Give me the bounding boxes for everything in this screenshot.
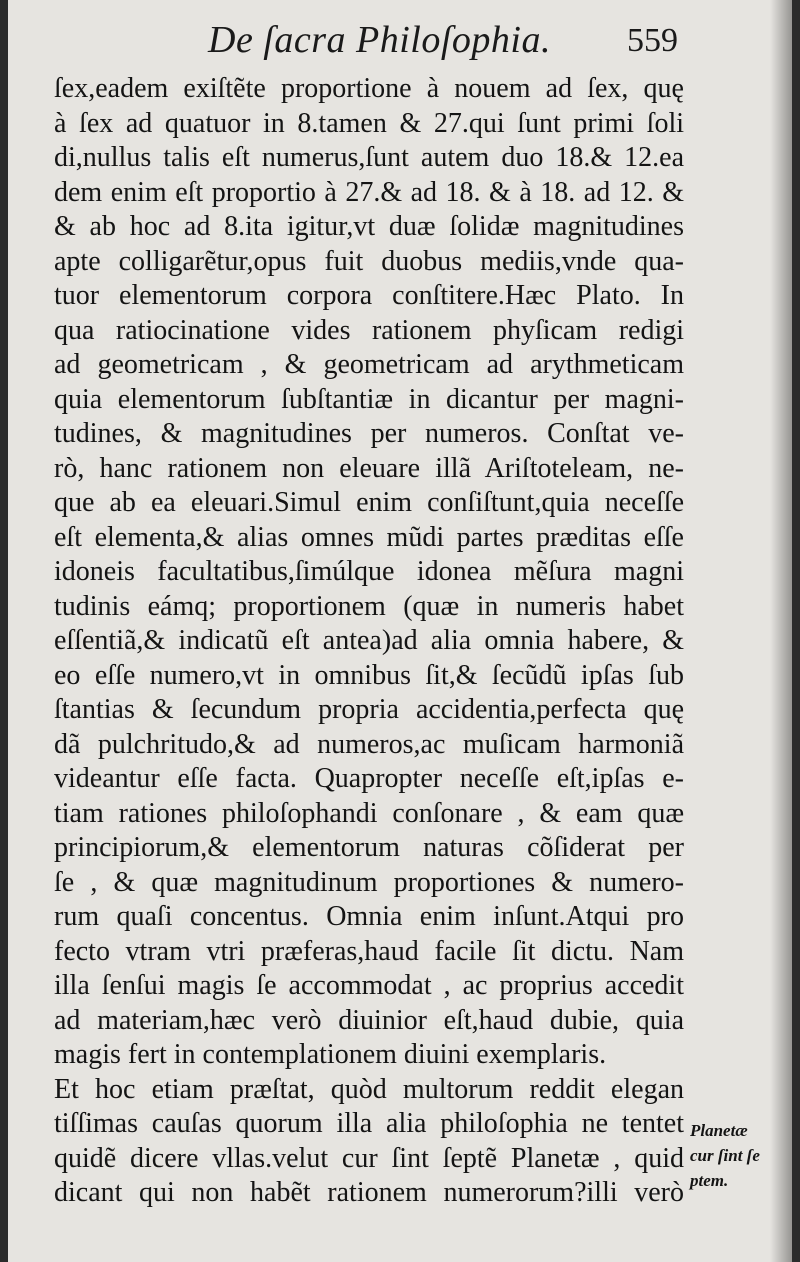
text-line: à ſex ad quatuor in 8.tamen & 27.qui ſunt primi ſoli [54, 107, 684, 139]
margin-note [690, 1118, 782, 1193]
text-line: & ab hoc ad 8.ita igitur,vt duæ ſolidæ magnitudines [54, 211, 684, 242]
text-line: eſt elementa,& alias omnes mũdi partes præditas eſſe [54, 521, 684, 553]
text-line: eo eſſe numero,vt in omnibus ſit,& ſecũdũ ipſas ſub [54, 659, 684, 691]
page-number: 559 [627, 22, 678, 59]
text-line: que ab ea eleuari.Simul enim conſiſtunt,quia neceſſe [54, 487, 684, 518]
margin-note-line: cur ſint ſe [690, 1146, 760, 1165]
text-line: apte colligarẽtur,opus fuit duobus mediis,vnde qua- [54, 245, 684, 277]
text-line: ſex,eadem exiſtẽte proportione à nouem ad ſex, quę [54, 73, 684, 104]
text-line: dem enim eſt proportio à 27.& ad 18. & à 18. ad 12. & [54, 176, 684, 208]
text-line: dicant qui non habẽt rationem numerorum?illi verò [54, 1177, 684, 1208]
text-line: Et hoc etiam præſtat, quòd multorum reddit elegan [54, 1073, 684, 1105]
text-line: tudinis eámq; proportionem (quæ in numeris habet [54, 590, 684, 622]
text-line: fecto vtram vtri præferas,haud facile ſit dictu. Nam [54, 935, 684, 967]
text-line: ad geometricam , & geometricam ad arythmeticam [54, 349, 684, 380]
text-line: ſe , & quæ magnitudinum proportiones & numero- [54, 866, 684, 898]
text-line: tiſſimas cauſas quorum illa alia philoſophia ne tentet [54, 1108, 684, 1139]
text-line: rum quaſi concentus. Omnia enim inſunt.Atqui pro [54, 901, 684, 932]
text-line: magis fert in contemplationem diuini exemplaris. [54, 1039, 607, 1070]
text-line: quia elementorum ſubſtantiæ in dicantur per magni- [54, 383, 684, 415]
text-line: principiorum,& elementorum naturas cõſiderat per [54, 832, 684, 863]
text-line: videantur eſſe facta. Quapropter neceſſe eſt,ipſas e- [54, 763, 684, 794]
running-title: De ſacra Philoſophia. [208, 19, 551, 61]
text-line: quidẽ dicere vllas.velut cur ſint ſeptẽ Planetæ , quid [54, 1142, 684, 1174]
margin-note-line: Planetæ [690, 1121, 748, 1140]
text-line: qua ratiocinatione vides rationem phyſicam redigi [54, 314, 684, 346]
text-line: rò, hanc rationem non eleuare illã Ariſtoteleam, ne- [54, 452, 684, 484]
text-line: eſſentiã,& indicatũ eſt antea)ad alia omnia habere, & [54, 625, 684, 656]
running-head [208, 18, 678, 68]
text-line: tuor elementorum corpora conſtitere.Hæc Plato. In [54, 280, 684, 311]
text-line: tudines, & magnitudines per numeros. Conſtat ve- [54, 418, 684, 449]
text-line: di,nullus talis eſt numerus,ſunt autem duo 18.& 12.ea [54, 142, 684, 173]
text-line: illa ſenſui magis ſe accommodat , ac proprius accedit [54, 970, 684, 1001]
book-page [8, 0, 792, 1262]
text-line: ſtantias & ſecundum propria accidentia,perfecta quę [54, 694, 684, 725]
text-line: dã pulchritudo,& ad numeros,ac muſicam harmoniã [54, 728, 684, 760]
text-line: idoneis facultatibus,ſimúlque idonea mẽſura magni [54, 556, 684, 587]
text-line: tiam rationes philoſophandi conſonare , & eam quæ [54, 797, 684, 829]
body-text [54, 72, 684, 1211]
margin-note-line: ptem. [690, 1171, 729, 1190]
text-line: ad materiam,hæc verò diuinior eſt,haud dubie, quia [54, 1004, 684, 1036]
